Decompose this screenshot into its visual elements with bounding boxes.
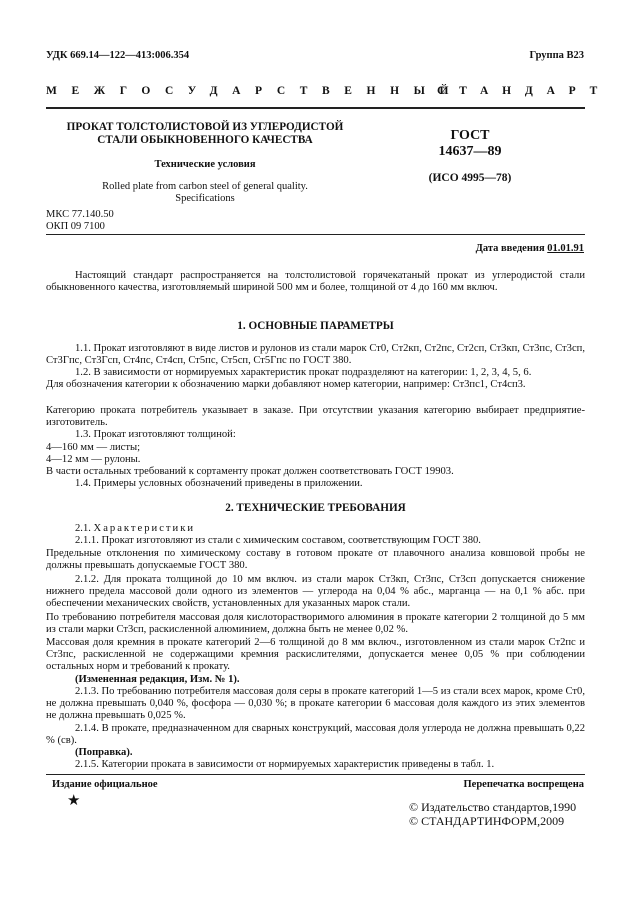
clause-2-1-1-deviations: Предельные отклонения по химическому составу в готовом прокате от плавочного анализа ковшовой пробы не должны превышать допускаемые ГОСТ 380. bbox=[46, 548, 585, 572]
banner-left: МЕЖГОСУДАРСТВЕННЫЙ bbox=[46, 85, 464, 97]
clause-1-3-sheets: 4—160 мм — листы; bbox=[46, 442, 141, 453]
reprint-notice: Перепечатка воспрещена bbox=[463, 779, 584, 790]
clause-1-3: 1.3. Прокат изготовляют толщиной: bbox=[75, 429, 236, 440]
top-rule bbox=[46, 107, 585, 109]
iso-reference: (ИСО 4995—78) bbox=[428, 172, 512, 184]
gost-designation bbox=[400, 128, 540, 160]
clause-2-1-label: Характеристики bbox=[93, 523, 196, 534]
official-edition: Издание официальное bbox=[52, 779, 158, 790]
intro-date-value: 01.01.91 bbox=[547, 243, 584, 254]
clause-1-3-gost: В части остальных требований к сортаменту прокат должен соответствовать ГОСТ 19903. bbox=[46, 466, 454, 477]
gost-label: ГОСТ bbox=[450, 128, 490, 143]
section-2-heading: 2. ТЕХНИЧЕСКИЕ ТРЕБОВАНИЯ bbox=[225, 502, 406, 514]
clause-1-2-designation: Для обозначения категории к обозначению марки добавляют номер категории, например: Ст3пс1, Ст4сп3. bbox=[46, 379, 526, 390]
clause-2-1-number: 2.1. bbox=[75, 523, 91, 534]
english-title bbox=[46, 181, 364, 205]
clause-1-1: 1.1. Прокат изготовляют в виде листов и рулонов из стали марок Ст0, Ст2кп, Ст2пс, Ст2сп, Ст3кп, Ст3пс, Ст3сп, Ст3Гпс, Ст3Гсп, Ст4пс, Ст4сп, Ст5пс, Ст5сп, Ст5Гпс по ГОСТ 380. bbox=[46, 343, 585, 367]
clause-2-1-2: 2.1.2. Для проката толщиной до 10 мм включ. из стали марок Ст3кп, Ст3пс, Ст3сп допускается снижение нижнего предела массовой доли одного из элементов — углерода на 0,04 % абс., марганца — на 0,1 % абс. при обеспечении механических свойств, установленных для указанных марок стали. bbox=[46, 574, 585, 610]
clause-2-1-4: 2.1.4. В прокате, предназначенном для сварных конструкций, массовая доля углерода не должна превышать 0,22 % (св). bbox=[46, 723, 585, 747]
gost-number: 14637—89 bbox=[438, 144, 502, 159]
standard-title bbox=[46, 121, 364, 147]
clause-1-2: 1.2. В зависимости от нормируемых характеристик прокат подразделяют на категории: 1, 2, 3, 4, 5, 6. bbox=[75, 367, 532, 378]
clause-2-1-2-silicon: Массовая доля кремния в прокате категорий 2—6 толщиной до 8 мм включ., изготовленном из стали марок Ст2пс и Ст3пс, раскисленной не содержащими кремния раскислителями, допускается менее 0,05 % при соблюдении остальных норм и требований к прокату. bbox=[46, 637, 585, 673]
amendment-note-1: (Измененная редакция, Изм. № 1). bbox=[75, 674, 240, 685]
star-icon: ★ bbox=[67, 793, 81, 809]
clause-2-1-5: 2.1.5. Категории проката в зависимости от нормируемых характеристик приведены в табл. 1. bbox=[75, 759, 495, 770]
clause-2-1-1: 2.1.1. Прокат изготовляют из стали с химическим составом, соответствующим ГОСТ 380. bbox=[75, 535, 481, 546]
title-line-2: СТАЛИ ОБЫКНОВЕННОГО КАЧЕСТВА bbox=[97, 134, 313, 146]
clause-1-3-rolls: 4—12 мм — рулоны. bbox=[46, 454, 141, 465]
title-rule bbox=[46, 234, 585, 235]
clause-1-2-category: Категорию проката потребитель указывает в заказе. При отсутствии указания категорию выбирает предприятие-изготовитель. bbox=[46, 405, 585, 429]
title-line-1: ПРОКАТ ТОЛСТОЛИСТОВОЙ ИЗ УГЛЕРОДИСТОЙ bbox=[66, 121, 344, 133]
copyright-block bbox=[409, 800, 576, 828]
group-code: Группа В23 bbox=[529, 50, 584, 61]
intro-date-label: Дата введения bbox=[475, 243, 545, 254]
introduction-date bbox=[476, 243, 584, 255]
english-line-1: Rolled plate from carbon steel of general quality. bbox=[102, 181, 308, 192]
clause-1-4: 1.4. Примеры условных обозначений приведены в приложении. bbox=[75, 478, 363, 489]
scope-paragraph: Настоящий стандарт распространяется на толстолистовой горячекатаный прокат из углеродистой стали обыкновенного качества, изготовляемый шириной 500 мм и более, толщиной от 4 до 160 мм включ. bbox=[46, 270, 585, 294]
okp-code: ОКП 09 7100 bbox=[46, 221, 105, 232]
english-line-2: Specifications bbox=[175, 193, 235, 204]
banner-right: СТАНДАРТ bbox=[437, 85, 612, 97]
clause-2-1-3: 2.1.3. По требованию потребителя массовая доля серы в прокате категорий 1—5 из стали всех марок, кроме Ст0, не должна превышать 0,040 %, фосфора — 0,030 %; в прокате категории 6 массовая доля каждого из этих элементов не должна превышать 0,025 %. bbox=[46, 686, 585, 722]
clause-2-1-2-aluminium: По требованию потребителя массовая доля кислоторастворимого алюминия в прокате категории 2 толщиной до 5 мм из стали марки Ст3сп, раскисленной алюминием, должна быть не менее 0,02 %. bbox=[46, 612, 585, 636]
subtitle: Технические условия bbox=[154, 159, 256, 170]
copyright-1: © Издательство стандартов,1990 bbox=[409, 800, 577, 814]
amendment-note-2: (Поправка). bbox=[75, 747, 133, 758]
clause-2-1 bbox=[46, 523, 585, 535]
section-1-heading: 1. ОСНОВНЫЕ ПАРАМЕТРЫ bbox=[237, 320, 394, 332]
footer-rule bbox=[46, 774, 585, 775]
copyright-2: © СТАНДАРТИНФОРМ,2009 bbox=[409, 814, 565, 828]
udk-code: УДК 669.14—122—413:006.354 bbox=[46, 50, 190, 61]
mks-code: МКС 77.140.50 bbox=[46, 209, 114, 220]
